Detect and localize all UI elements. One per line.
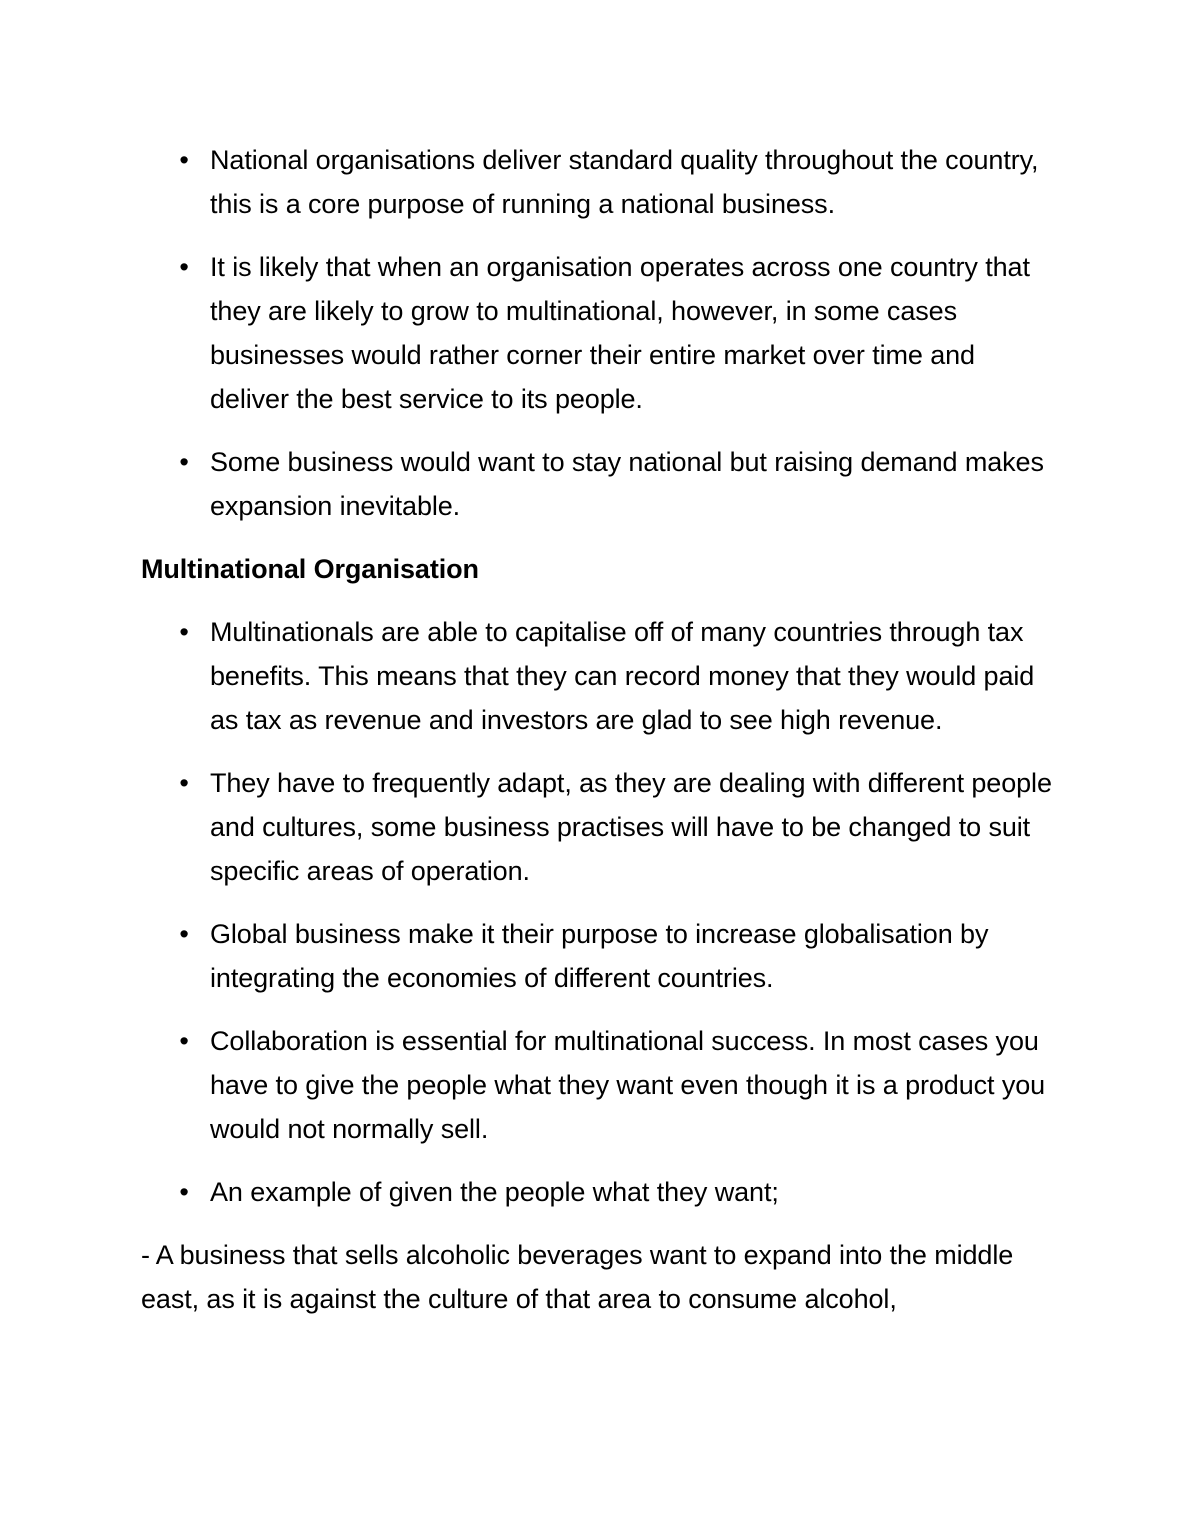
list-item-text: It is likely that when an organisation operates across one country that they are likely to grow to multinational, however, in some cases businesses would rather corner their entire market over time and deliver the best service to its people. — [210, 252, 1030, 414]
list-item — [141, 1170, 1061, 1214]
list-item — [141, 138, 1061, 226]
document-body — [141, 138, 1061, 1321]
list-item-text: An example of given the people what they want; — [210, 1177, 779, 1207]
list-item — [141, 610, 1061, 742]
bullet-icon: • — [179, 145, 189, 175]
bullet-icon: • — [179, 252, 189, 282]
list-item — [141, 1019, 1061, 1151]
list-item-text: Collaboration is essential for multinational success. In most cases you have to give the people what they want even though it is a product you would not normally sell. — [210, 1026, 1046, 1144]
list-item — [141, 912, 1061, 1000]
bullet-icon: • — [179, 617, 189, 647]
list-item-text: They have to frequently adapt, as they are dealing with different people and cultures, some business practises will have to be changed to suit specific areas of operation. — [210, 768, 1052, 886]
bullet-icon: • — [179, 768, 189, 798]
bullet-icon: • — [179, 1026, 189, 1056]
list-item — [141, 761, 1061, 893]
national-bullet-list — [141, 138, 1061, 528]
list-item — [141, 440, 1061, 528]
list-item-text: Some business would want to stay national but raising demand makes expansion inevitable. — [210, 447, 1044, 521]
bullet-icon: • — [179, 1177, 189, 1207]
example-paragraph: - A business that sells alcoholic beverages want to expand into the middle east, as it is against the culture of that area to consume alcohol, — [141, 1240, 1014, 1314]
bullet-icon: • — [179, 447, 189, 477]
list-item-text: Global business make it their purpose to increase globalisation by integrating the economies of different countries. — [210, 919, 989, 993]
bullet-icon: • — [179, 919, 189, 949]
list-item — [141, 245, 1061, 421]
list-item-text: Multinationals are able to capitalise off of many countries through tax benefits. This means that they can record money that they would paid as tax as revenue and investors are glad to see high revenue. — [210, 617, 1035, 735]
section-heading-multinational: Multinational Organisation — [141, 554, 479, 584]
multinational-bullet-list — [141, 610, 1061, 1214]
list-item-text: National organisations deliver standard quality throughout the country, this is a core purpose of running a national business. — [210, 145, 1039, 219]
